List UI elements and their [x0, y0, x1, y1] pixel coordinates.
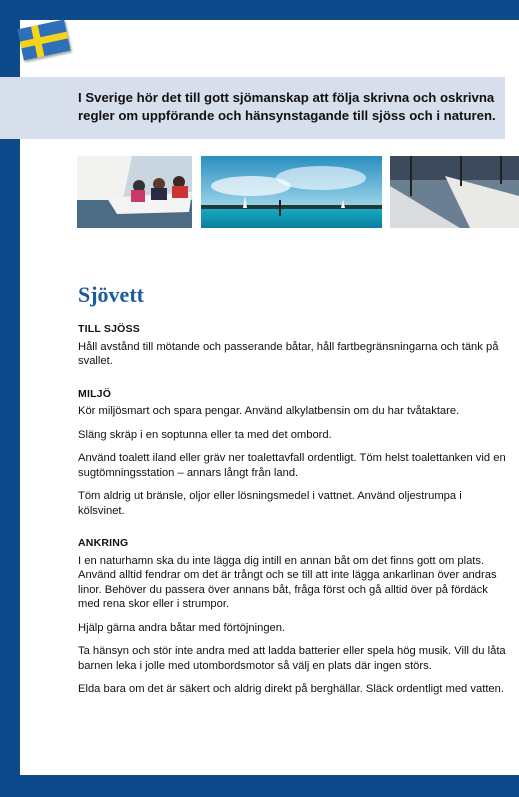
top-border — [0, 0, 519, 20]
photo-harbor-boats — [390, 156, 519, 228]
photo-lake-sailboats — [201, 156, 382, 228]
intro-text: I Sverige hör det till gott sjömanskap att följa skrivna och oskrivna regler om uppförande och hänsynstagande till sjöss och i naturen. — [78, 90, 496, 123]
paragraph: Ta hänsyn och stör inte andra med att ladda batterier eller spela hög musik. Vill du låta barnen leka i jolle med utombordsmotor så välj en plats där ingen störs. — [78, 645, 506, 672]
paragraph: Släng skräp i en soptunna eller ta med det ombord. — [78, 428, 332, 441]
paragraph: Elda bara om det är säkert och aldrig direkt på berghällar. Släck ordentligt med vatten. — [78, 683, 504, 695]
paragraph: Töm aldrig ut bränsle, oljor eller lösningsmedel i vattnet. Använd oljestrumpa i kölsvinet. — [78, 490, 462, 517]
section-miljo — [78, 387, 508, 519]
section-till-sjoss — [78, 322, 508, 369]
bottom-border — [0, 775, 519, 797]
bottom-inner-strip — [20, 766, 519, 775]
section-heading: ANKRING — [78, 537, 129, 549]
swedish-flag-icon — [17, 19, 71, 60]
section-heading: TILL SJÖSS — [78, 323, 140, 335]
photo-sailing-dinghy — [77, 156, 192, 228]
page-title: Sjövett — [78, 282, 144, 307]
paragraph: I en naturhamn ska du inte lägga dig intill en annan båt om det finns gott om plats. Använd alltid fendrar om det är trångt och se till att inte lägga ankarlinan över andras linor. Behöver du passera över annans båt, fråga först och gå alltid över på fördäck med rena skor eller i strumpor. — [78, 554, 497, 610]
content — [78, 322, 508, 715]
paragraph: Hjälp gärna andra båtar med förtöjningen. — [78, 621, 286, 634]
paragraph: Kör miljösmart och spara pengar. Använd alkylatbensin om du har tvåtaktare. — [78, 405, 460, 417]
paragraph: Använd toalett iland eller gräv ner toalettavfall ordentligt. Töm helst toalettanken vid en sugtömningsstation – annars långt från land. — [78, 452, 506, 479]
section-ankring — [78, 536, 508, 697]
paragraph: Håll avstånd till mötande och passerande båtar, håll fartbegränsningarna och tänk på svallet. — [78, 340, 499, 367]
section-heading: MILJÖ — [78, 387, 112, 400]
